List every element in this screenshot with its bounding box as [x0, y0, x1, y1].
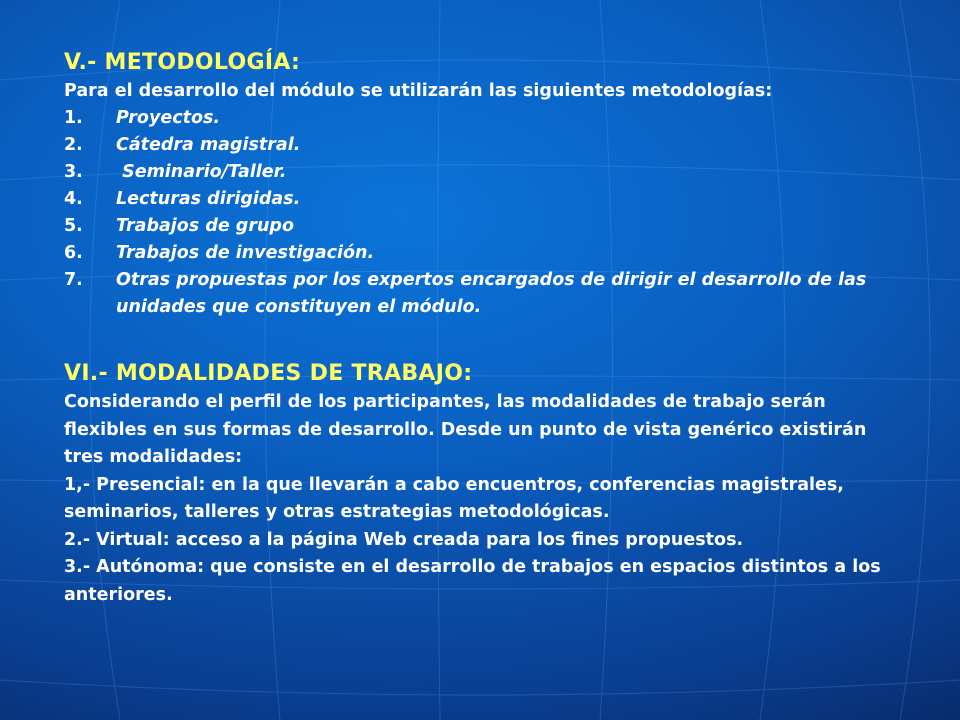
slide-content: [64, 48, 904, 609]
list-item: 1. Proyectos.: [64, 108, 221, 128]
work-modalities-section: [64, 359, 904, 609]
modality-virtual: 2.- Virtual: acceso a la página Web creada para los fines propuestos.: [64, 529, 744, 550]
methodology-section: [64, 48, 904, 321]
methodology-list: [64, 105, 904, 321]
list-item: 3. Seminario/Taller.: [64, 162, 287, 182]
list-item: 2. Cátedra magistral.: [64, 135, 301, 155]
list-item: 5. Trabajos de grupo: [64, 216, 294, 236]
modality-autonoma: 3.- Autónoma: que consiste en el desarrollo de trabajos en espacios distintos a los anteriores.: [64, 557, 881, 605]
modality-presencial: 1,- Presencial: en la que llevarán a cabo encuentros, conferencias magistrales, seminarios, talleres y otras estrategias metodológicas.: [64, 474, 844, 522]
work-modalities-heading: VI.- MODALIDADES DE TRABAJO:: [64, 361, 473, 386]
methodology-intro: Para el desarrollo del módulo se utilizarán las siguientes metodologías:: [64, 81, 773, 101]
modalities-intro-paragraph: Considerando el perfil de los participantes, las modalidades de trabajo serán flexibles en sus formas de desarrollo. Desde un punto de vista genérico existirán tres modalidades:: [64, 392, 867, 467]
list-item: 4. Lecturas dirigidas.: [64, 189, 301, 209]
list-item: 7. Otras propuestas por los expertos encargados de dirigir el desarrollo de las unidades que constituyen el módulo.: [64, 270, 867, 317]
list-item: 6. Trabajos de investigación.: [64, 243, 375, 263]
methodology-heading: V.- METODOLOGÍA:: [64, 50, 301, 75]
